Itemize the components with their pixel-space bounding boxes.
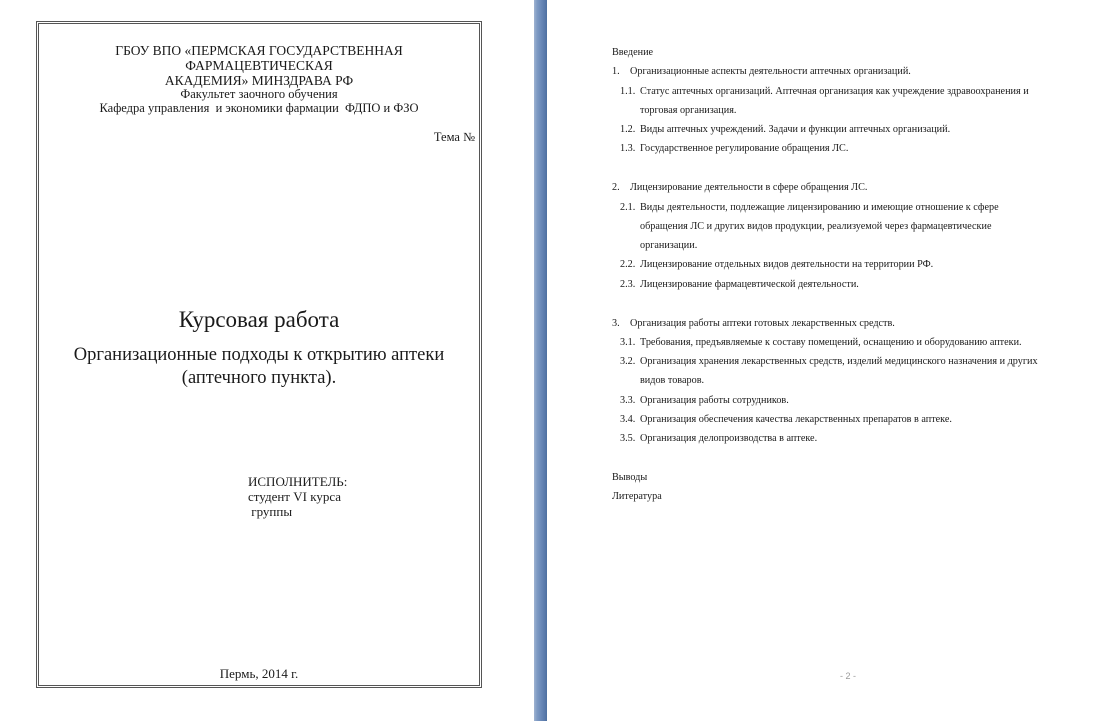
toc-section-2: 2. Лицензирование деятельности в сфере обращения ЛС. xyxy=(612,182,868,194)
page-separator xyxy=(534,0,547,721)
institution-line-2: АКАДЕМИЯ» МИНЗДРАВА РФ xyxy=(164,73,354,88)
toc-spacer xyxy=(612,294,1092,314)
toc-intro: Введение xyxy=(612,47,654,58)
faculty-block xyxy=(39,87,479,115)
toc-item-2-1-continued: организации. xyxy=(640,240,698,252)
institution-name xyxy=(39,43,479,88)
performer-group: группы xyxy=(248,504,293,519)
subject-line-2: (аптечного пункта). xyxy=(181,368,337,388)
toc-item-2-2: 2.2. Лицензирование отдельных видов деятельности на территории РФ. xyxy=(620,259,934,271)
city-year: Пермь, 2014 г. xyxy=(219,666,299,681)
toc-literature: Литература xyxy=(612,491,662,503)
work-type-heading: Курсовая работа xyxy=(178,307,340,332)
toc-item-3-4: 3.4. Организация обеспечения качества лекарственных препаратов в аптеке. xyxy=(620,414,952,426)
institution-line-1: ГБОУ ВПО «ПЕРМСКАЯ ГОСУДАРСТВЕННАЯ ФАРМАЦЕВТИЧЕСКАЯ xyxy=(115,43,403,73)
toc-item-2-3: 2.3. Лицензирование фармацевтической деятельности. xyxy=(620,278,859,290)
toc-item-1-2: 1.2. Виды аптечных учреждений. Задачи и функции аптечных организаций. xyxy=(620,124,951,136)
toc-spacer xyxy=(612,159,1092,179)
toc-section-1: 1. Организационные аспекты деятельности аптечных организаций. xyxy=(612,66,911,78)
toc-conclusions: Выводы xyxy=(612,472,648,484)
faculty-name: Факультет заочного обучения xyxy=(180,87,338,101)
toc-item-2-1-continued: обращения ЛС и других видов продукции, реализуемой через фармацевтические xyxy=(640,220,992,232)
toc-item-1-1: 1.1. Статус аптечных организаций. Аптечная организация как учреждение здравоохранения и xyxy=(620,85,1029,97)
toc-spacer xyxy=(612,449,1092,469)
page-number: - 2 - xyxy=(840,671,857,681)
toc-item-1-1-continued: торговая организация. xyxy=(640,104,737,116)
toc-item-3-5: 3.5. Организация делопроизводства в аптеке. xyxy=(620,433,818,445)
department-name: Кафедра управления и экономики фармации ФДПО и ФЗО xyxy=(99,101,419,115)
toc-item-3-2-continued: видов товаров. xyxy=(640,375,705,387)
toc-item-3-3: 3.3. Организация работы сотрудников. xyxy=(620,394,789,406)
toc-item-1-3: 1.3. Государственное регулирование обращения ЛС. xyxy=(620,143,849,155)
work-subject xyxy=(39,344,479,390)
performer-label: ИСПОЛНИТЕЛЬ: xyxy=(248,474,348,489)
toc-item-3-2: 3.2. Организация хранения лекарственных средств, изделий медицинского назначения и других xyxy=(620,356,1038,368)
subject-line-1: Организационные подходы к открытию аптеки xyxy=(73,345,445,365)
table-of-contents xyxy=(612,43,1092,507)
toc-item-3-1: 3.1. Требования, предъявляемые к составу помещений, оснащению и оборудованию аптеки. xyxy=(620,336,1022,348)
toc-section-3: 3. Организация работы аптеки готовых лекарственных средств. xyxy=(612,317,895,329)
title-page-frame xyxy=(36,21,482,688)
toc-item-2-1: 2.1. Виды деятельности, подлежащие лицензированию и имеющие отношение к сфере xyxy=(620,201,999,213)
performer-block xyxy=(248,474,347,519)
topic-label: Тема № xyxy=(433,130,475,144)
contents-page xyxy=(547,0,1109,721)
performer-student: студент VI курса xyxy=(248,489,342,504)
title-page xyxy=(0,0,534,721)
